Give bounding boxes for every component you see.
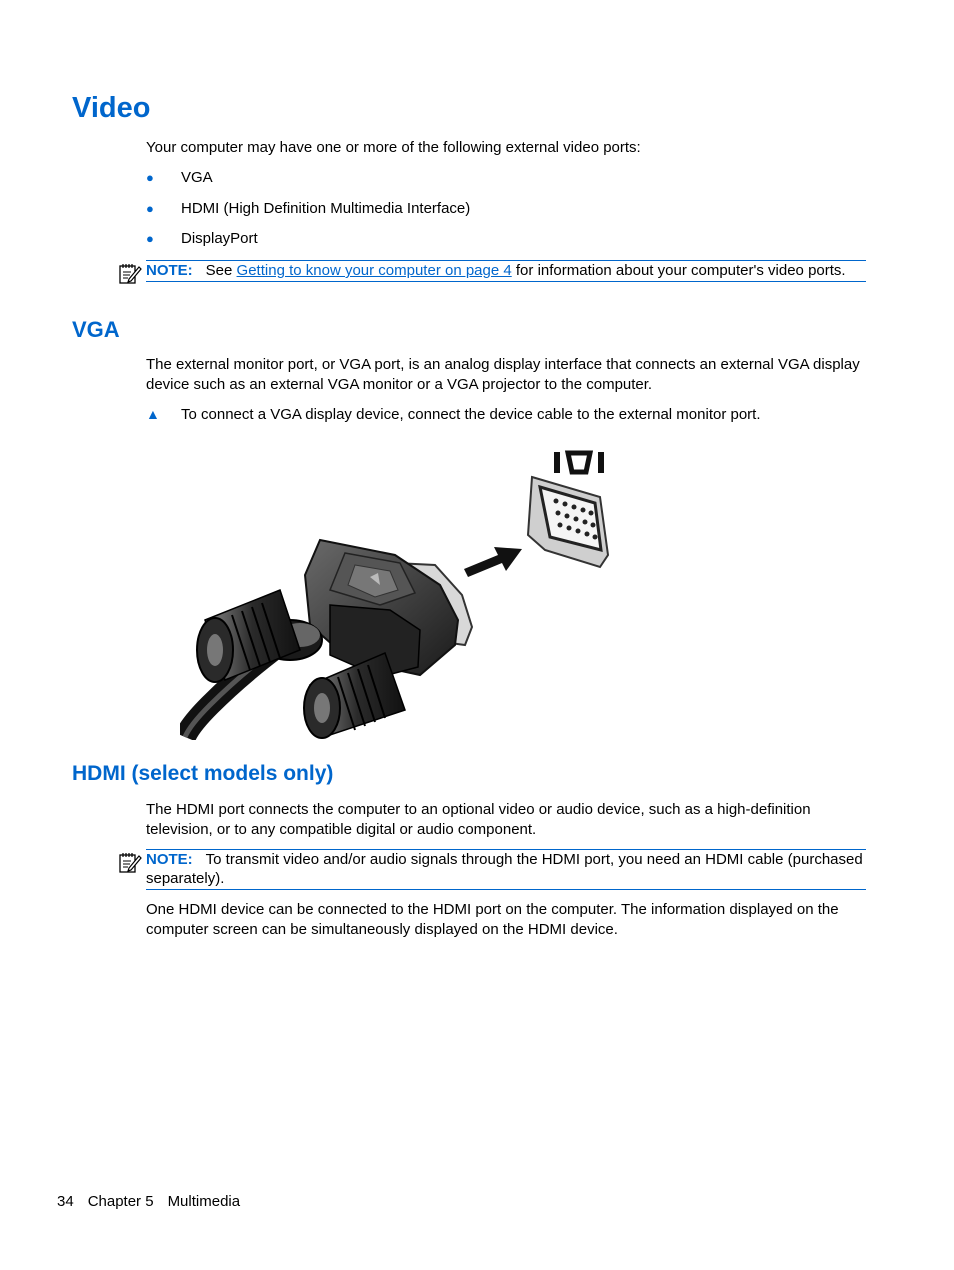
bullet-icon: ●	[146, 200, 154, 216]
port-displayport: DisplayPort	[181, 230, 258, 247]
hdmi-paragraph-2: One HDMI device can be connected to the HDMI port on the computer. The information displayed on the computer screen can be simultaneously displayed on the HDMI device.	[146, 901, 839, 938]
note-icon	[118, 263, 142, 285]
note-suffix: for information about your computer's video ports.	[515, 262, 846, 279]
note-prefix: See	[205, 262, 233, 279]
getting-to-know-link[interactable]: Getting to know your computer on page 4	[236, 262, 512, 279]
note-box	[146, 260, 866, 282]
chapter-title: Multimedia	[167, 1193, 241, 1210]
vga-paragraph: The external monitor port, or VGA port, is an analog display interface that connects an external VGA display device such as an external VGA monitor or a VGA projector to the computer.	[146, 356, 860, 393]
intro-paragraph: Your computer may have one or more of the following external video ports:	[146, 139, 641, 156]
hdmi-note-box	[146, 849, 866, 890]
step-triangle-icon: ▲	[146, 406, 160, 422]
vga-port-socket	[528, 477, 608, 567]
port-hdmi: HDMI (High Definition Multimedia Interface)	[181, 199, 471, 217]
vga-connector	[305, 540, 472, 677]
port-vga: VGA	[181, 169, 213, 186]
hdmi-paragraph: The HDMI port connects the computer to an optional video or audio device, such as a high-definition television, or to any compatible digital or audio component.	[146, 801, 811, 838]
vga-connection-illustration	[180, 445, 620, 740]
page-number: 34	[57, 1193, 74, 1210]
vga-port-icon	[554, 452, 604, 473]
note-label: NOTE:	[146, 851, 193, 868]
hdmi-note-text: To transmit video and/or audio signals through the HDMI port, you need an HDMI cable (purchased separately).	[146, 851, 863, 887]
vga-step-text: To connect a VGA display device, connect the device cable to the external monitor port.	[181, 406, 761, 423]
hdmi-heading: HDMI (select models only)	[72, 762, 334, 785]
thumbscrew-right	[304, 653, 405, 738]
thumbscrew-left	[197, 590, 300, 682]
bullet-icon: ●	[146, 231, 154, 246]
chapter-label: Chapter 5	[87, 1193, 154, 1210]
page-footer	[57, 1192, 254, 1212]
vga-heading: VGA	[72, 317, 120, 342]
insert-arrow-icon	[464, 547, 522, 577]
note-icon	[118, 852, 142, 874]
note-label: NOTE:	[146, 262, 193, 279]
bullet-icon: ●	[146, 170, 154, 185]
page-title: Video	[72, 92, 151, 124]
